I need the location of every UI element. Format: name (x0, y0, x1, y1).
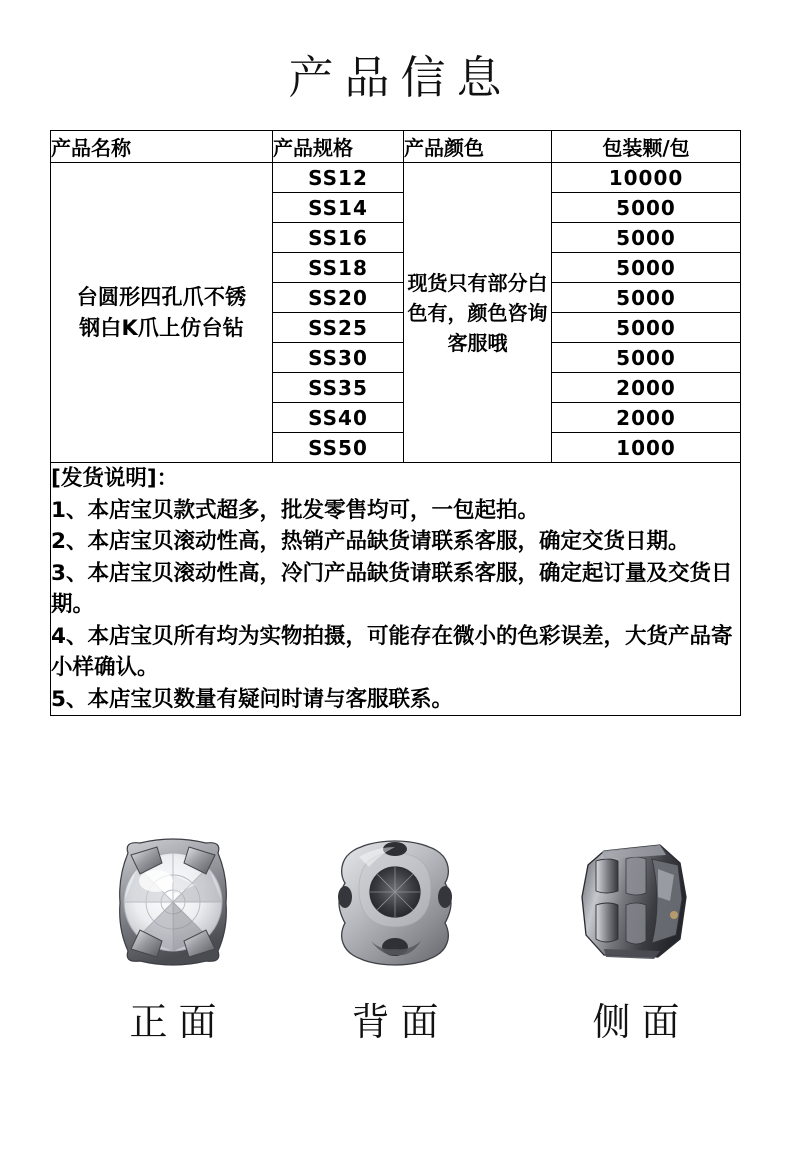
table-header-row (51, 131, 741, 163)
spec-value: SS14 (273, 193, 404, 223)
spec-value: SS40 (273, 403, 404, 433)
prong-ridge-1 (596, 859, 618, 893)
product-photo-front (55, 828, 291, 1046)
spec-value: SS12 (273, 163, 404, 193)
column-header-product-spec: 产品规格 (273, 131, 404, 163)
column-header-product-color: 产品颜色 (404, 131, 552, 163)
qty-value: 5000 (552, 223, 741, 253)
photo-caption-back: 背面 (351, 1000, 450, 1044)
notes-item-1: 1、本店宝贝款式超多，批发零售均可，一包起拍。 (51, 497, 539, 523)
qty-value: 5000 (552, 193, 741, 223)
qty-value: 5000 (552, 253, 741, 283)
sewing-hole-left (338, 886, 352, 908)
product-info-table-wrapper (50, 130, 740, 716)
spec-value: SS25 (273, 313, 404, 343)
product-photo-back (277, 828, 513, 1046)
prong-ridge-4 (626, 903, 646, 944)
spec-value: SS18 (273, 253, 404, 283)
product-photo-side (518, 828, 754, 1046)
photo-stage-front (55, 828, 291, 978)
sewing-hole-right (438, 886, 452, 908)
qty-value: 2000 (552, 403, 741, 433)
notes-item-4: 4、本店宝贝所有均为实物拍摄，可能存在微小的色彩误差，大货产品寄小样确认。 (51, 623, 733, 680)
prong-ridge-2 (596, 903, 618, 942)
crystal-highlight (139, 870, 173, 892)
notes-item-2: 2、本店宝贝滚动性高，热销产品缺货请联系客服，确定交货日期。 (51, 529, 690, 554)
product-color-cell: 现货只有部分白色有，颜色咨询客服哦 (404, 163, 552, 463)
prong-ridge-3 (626, 857, 646, 895)
notes-item-5: 5、本店宝贝数量有疑问时请与客服联系。 (51, 686, 453, 712)
spec-value: SS16 (273, 223, 404, 253)
rhinestone-side-view-image (574, 839, 698, 967)
spec-value: SS20 (273, 283, 404, 313)
qty-value: 5000 (552, 313, 741, 343)
qty-value: 5000 (552, 283, 741, 313)
rhinestone-front-view-image (100, 833, 246, 973)
notes-heading: [发货说明]： (51, 466, 179, 491)
table-row (51, 163, 741, 193)
warm-reflection (670, 911, 678, 919)
spec-value: SS50 (273, 433, 404, 463)
spec-value: SS30 (273, 343, 404, 373)
page-title: 产品信息 (288, 51, 513, 104)
qty-value: 5000 (552, 343, 741, 373)
product-info-table (50, 130, 741, 716)
qty-value: 10000 (552, 163, 741, 193)
qty-value: 1000 (552, 433, 741, 463)
qty-value: 2000 (552, 373, 741, 403)
rhinestone-back-view-image (325, 835, 465, 971)
column-header-product-name: 产品名称 (51, 131, 273, 163)
center-hole-facets (370, 867, 420, 917)
product-name-cell (51, 163, 273, 463)
photo-stage-back (277, 828, 513, 978)
product-name-line-1: 台圆形四孔爪不锈 (76, 284, 247, 309)
product-name-line-2: 钢白K爪上仿台钻 (79, 315, 244, 340)
product-photo-gallery (0, 828, 790, 1078)
shipping-notes-cell (51, 463, 741, 716)
photo-stage-side (518, 828, 754, 978)
notes-item-3: 3、本店宝贝滚动性高，冷门产品缺货请联系客服，确定起订量及交货日期。 (51, 560, 733, 617)
column-header-pack-qty: 包装颗/包 (552, 131, 741, 163)
spec-value: SS35 (273, 373, 404, 403)
photo-caption-side: 侧面 (592, 1000, 691, 1044)
shipping-notes-row (51, 463, 741, 716)
photo-caption-front: 正面 (129, 1000, 228, 1044)
